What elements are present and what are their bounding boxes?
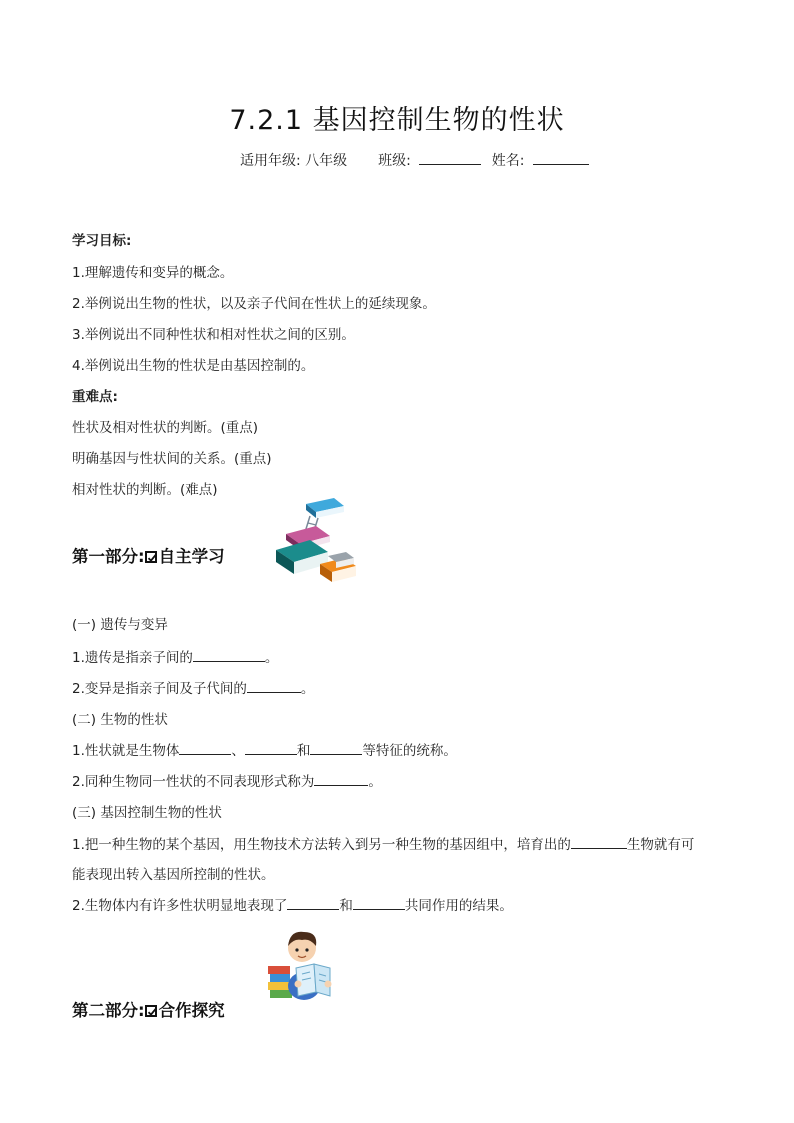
objective-item: 2.举例说出生物的性状，以及亲子代间在性状上的延续现象。 bbox=[72, 296, 436, 312]
answer-blank[interactable] bbox=[287, 896, 339, 910]
class-label: 班级: bbox=[378, 153, 411, 169]
subsection-heading: (一) 遗传与变异 bbox=[72, 617, 168, 633]
objectives-heading: 学习目标: bbox=[72, 233, 132, 249]
question-1: 1.遗传是指亲子间的 。 bbox=[72, 650, 279, 666]
subsection-heading: (二) 生物的性状 bbox=[72, 712, 168, 728]
page-title: 7.2.1 基因控制生物的性状 bbox=[229, 105, 565, 136]
answer-blank[interactable] bbox=[571, 835, 627, 849]
keypoints-heading: 重难点: bbox=[72, 389, 118, 405]
grade-label: 适用年级: 八年级 bbox=[240, 153, 348, 169]
part2-heading-tail: 合作探究 bbox=[158, 1001, 225, 1020]
answer-blank[interactable] bbox=[247, 679, 301, 693]
name-label: 姓名: bbox=[491, 153, 525, 169]
objective-item: 3.举例说出不同种性状和相对性状之间的区别。 bbox=[72, 327, 355, 343]
answer-blank[interactable] bbox=[179, 741, 231, 755]
part1-heading-label: 第一部分: bbox=[72, 547, 145, 566]
keypoint-item: 性状及相对性状的判断。(重点) bbox=[72, 420, 259, 436]
question-4: 2.同种生物同一性状的不同表现形式称为 。 bbox=[72, 774, 382, 790]
objective-item: 1.理解遗传和变异的概念。 bbox=[72, 265, 234, 281]
books-stack-icon bbox=[272, 494, 362, 590]
question-5-continued: 能表现出转入基因所控制的性状。 bbox=[72, 867, 275, 883]
question-2: 2.变异是指亲子间及子代间的 。 bbox=[72, 681, 315, 697]
question-5: 1.把一种生物的某个基因，用生物技术方法转入到另一种生物的基因组中，培育出的 生物就有可 bbox=[72, 837, 695, 853]
part2-heading-label: 第二部分: bbox=[72, 1001, 145, 1020]
keypoint-item: 相对性状的判断。(难点) bbox=[72, 482, 218, 498]
class-blank[interactable] bbox=[419, 150, 481, 165]
student-info-line bbox=[240, 150, 595, 170]
keypoint-item: 明确基因与性状间的关系。(重点) bbox=[72, 451, 272, 467]
checkbox-checked-icon bbox=[145, 551, 157, 563]
part2-heading bbox=[72, 997, 225, 1021]
answer-blank[interactable] bbox=[245, 741, 297, 755]
question-6: 2.生物体内有许多性状明显地表现了 和 共同作用的结果。 bbox=[72, 898, 513, 914]
answer-blank[interactable] bbox=[353, 896, 405, 910]
question-3: 1.性状就是生物体 、 和 等特征的统称。 bbox=[72, 743, 457, 759]
part1-heading bbox=[72, 543, 225, 567]
checkbox-checked-icon bbox=[145, 1005, 157, 1017]
answer-blank[interactable] bbox=[314, 772, 368, 786]
answer-blank[interactable] bbox=[310, 741, 362, 755]
subsection-heading: (三) 基因控制生物的性状 bbox=[72, 805, 222, 821]
part1-heading-tail: 自主学习 bbox=[158, 547, 225, 566]
answer-blank[interactable] bbox=[193, 648, 265, 662]
objective-item: 4.举例说出生物的性状是由基因控制的。 bbox=[72, 358, 315, 374]
boy-reading-icon bbox=[266, 928, 338, 1004]
name-blank[interactable] bbox=[533, 150, 589, 165]
